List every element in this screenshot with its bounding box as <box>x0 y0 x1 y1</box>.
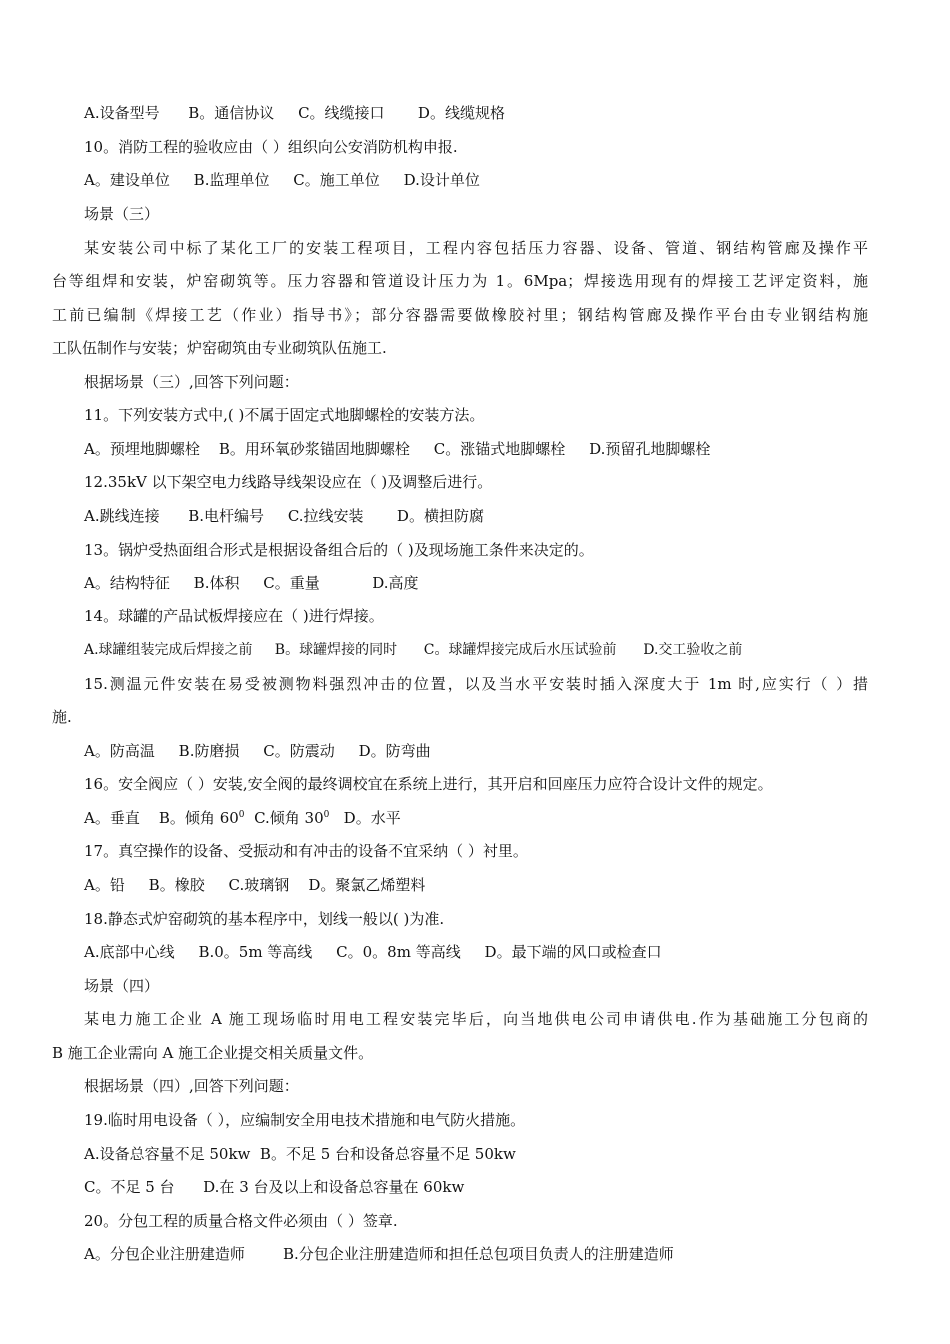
scene3-paragraph-line: 工前已编制《焊接工艺（作业）指导书》；部分容器需要做橡胶衬里；钢结构管廊及操作平台由专业钢结构施 <box>52 306 868 324</box>
q10-options: A。建设单位 B.监理单位 C。施工单位 D.设计单位 <box>84 171 480 189</box>
scene3-paragraph-line: 台等组焊和安装，炉窑砌筑等。压力容器和管道设计压力为 1。6Mpa；焊接选用现有的焊接工艺评定资料，施 <box>52 272 868 290</box>
q20-question: 20。分包工程的质量合格文件必须由（ ）签章. <box>84 1212 398 1230</box>
q11-question: 11。下列安装方式中,( )不属于固定式地脚螺栓的安装方法。 <box>84 406 485 424</box>
q16-options: A。垂直 B。倾角 $60^0$ C.倾角 $30^0$ D。水平 <box>84 809 401 827</box>
q9-options: A.设备型号 B。通信协议 C。线缆接口 D。线缆规格 <box>84 104 505 122</box>
scene3-prompt: 根据场景（三）,回答下列问题： <box>84 373 299 391</box>
q10-question: 10。消防工程的验收应由（ ）组织向公安消防机构申报. <box>84 138 458 156</box>
scene4-prompt: 根据场景（四）,回答下列问题： <box>84 1077 299 1095</box>
q17-question: 17。真空操作的设备、受振动和有冲击的设备不宜采纳（ ）衬里。 <box>84 842 528 860</box>
q12-question: 12.35kV 以下架空电力线路导线架设应在（ )及调整后进行。 <box>84 473 493 491</box>
q19-options: A.设备总容量不足 50kw B。不足 5 台和设备总容量不足 50kw <box>84 1145 516 1163</box>
scene4-heading: 场景（四） <box>84 977 160 995</box>
scene4-paragraph-line: 某电力施工企业 A 施工现场临时用电工程安装完毕后，向当地供电公司申请供电.作为基础施工分包商的 <box>84 1010 868 1028</box>
q19-options-cont: C。不足 5 台 D.在 3 台及以上和设备总容量在 60kw <box>84 1178 465 1196</box>
q15-question: 15.测温元件安装在易受被测物料强烈冲击的位置，以及当水平安装时插入深度大于 1m 时,应实行（ ）措 <box>84 675 868 693</box>
q16-question: 16。安全阀应（ ）安装,安全阀的最终调校宜在系统上进行，其开启和回座压力应符合设计文件的规定。 <box>84 775 773 793</box>
q14-options: A.球罐组装完成后焊接之前 B。球罐焊接的同时 C。球罐焊接完成后水压试验前 D.交工验收之前 <box>84 642 743 658</box>
q17-options: A。铅 B。橡胶 C.玻璃钢 D。聚氯乙烯塑料 <box>84 876 426 894</box>
scene3-paragraph-line: 工队伍制作与安装；炉窑砌筑由专业砌筑队伍施工. <box>52 339 387 357</box>
q19-question: 19.临时用电设备（ ），应编制安全用电技术措施和电气防火措施。 <box>84 1111 526 1129</box>
q12-options: A.跳线连接 B.电杆编号 C.拉线安装 D。横担防腐 <box>84 507 484 525</box>
q18-options: A.底部中心线 B.0。5m 等高线 C。0。8m 等高线 D。最下端的风口或检查口 <box>84 943 662 961</box>
q11-options: A。预埋地脚螺栓 B。用环氧砂浆锚固地脚螺栓 C。涨锚式地脚螺栓 D.预留孔地脚螺栓 <box>84 440 711 458</box>
q13-question: 13。锅炉受热面组合形式是根据设备组合后的（ )及现场施工条件来决定的。 <box>84 541 594 559</box>
scene4-paragraph-line: B 施工企业需向 A 施工企业提交相关质量文件。 <box>52 1044 374 1062</box>
q15-options: A。防高温 B.防磨损 C。防震动 D。防弯曲 <box>84 742 431 760</box>
q14-question: 14。球罐的产品试板焊接应在（ )进行焊接。 <box>84 607 384 625</box>
q18-question: 18.静态式炉窑砌筑的基本程序中，划线一般以( )为准. <box>84 910 445 928</box>
q13-options: A。结构特征 B.体积 C。重量 D.高度 <box>84 574 419 592</box>
scene3-paragraph-line: 某安装公司中标了某化工厂的安装工程项目，工程内容包括压力容器、设备、管道、钢结构管廊及操作平 <box>84 239 868 257</box>
scene3-heading: 场景（三） <box>84 205 160 223</box>
q20-options: A。分包企业注册建造师 B.分包企业注册建造师和担任总包项目负责人的注册建造师 <box>84 1245 674 1263</box>
q15-question-cont: 施. <box>52 708 72 726</box>
